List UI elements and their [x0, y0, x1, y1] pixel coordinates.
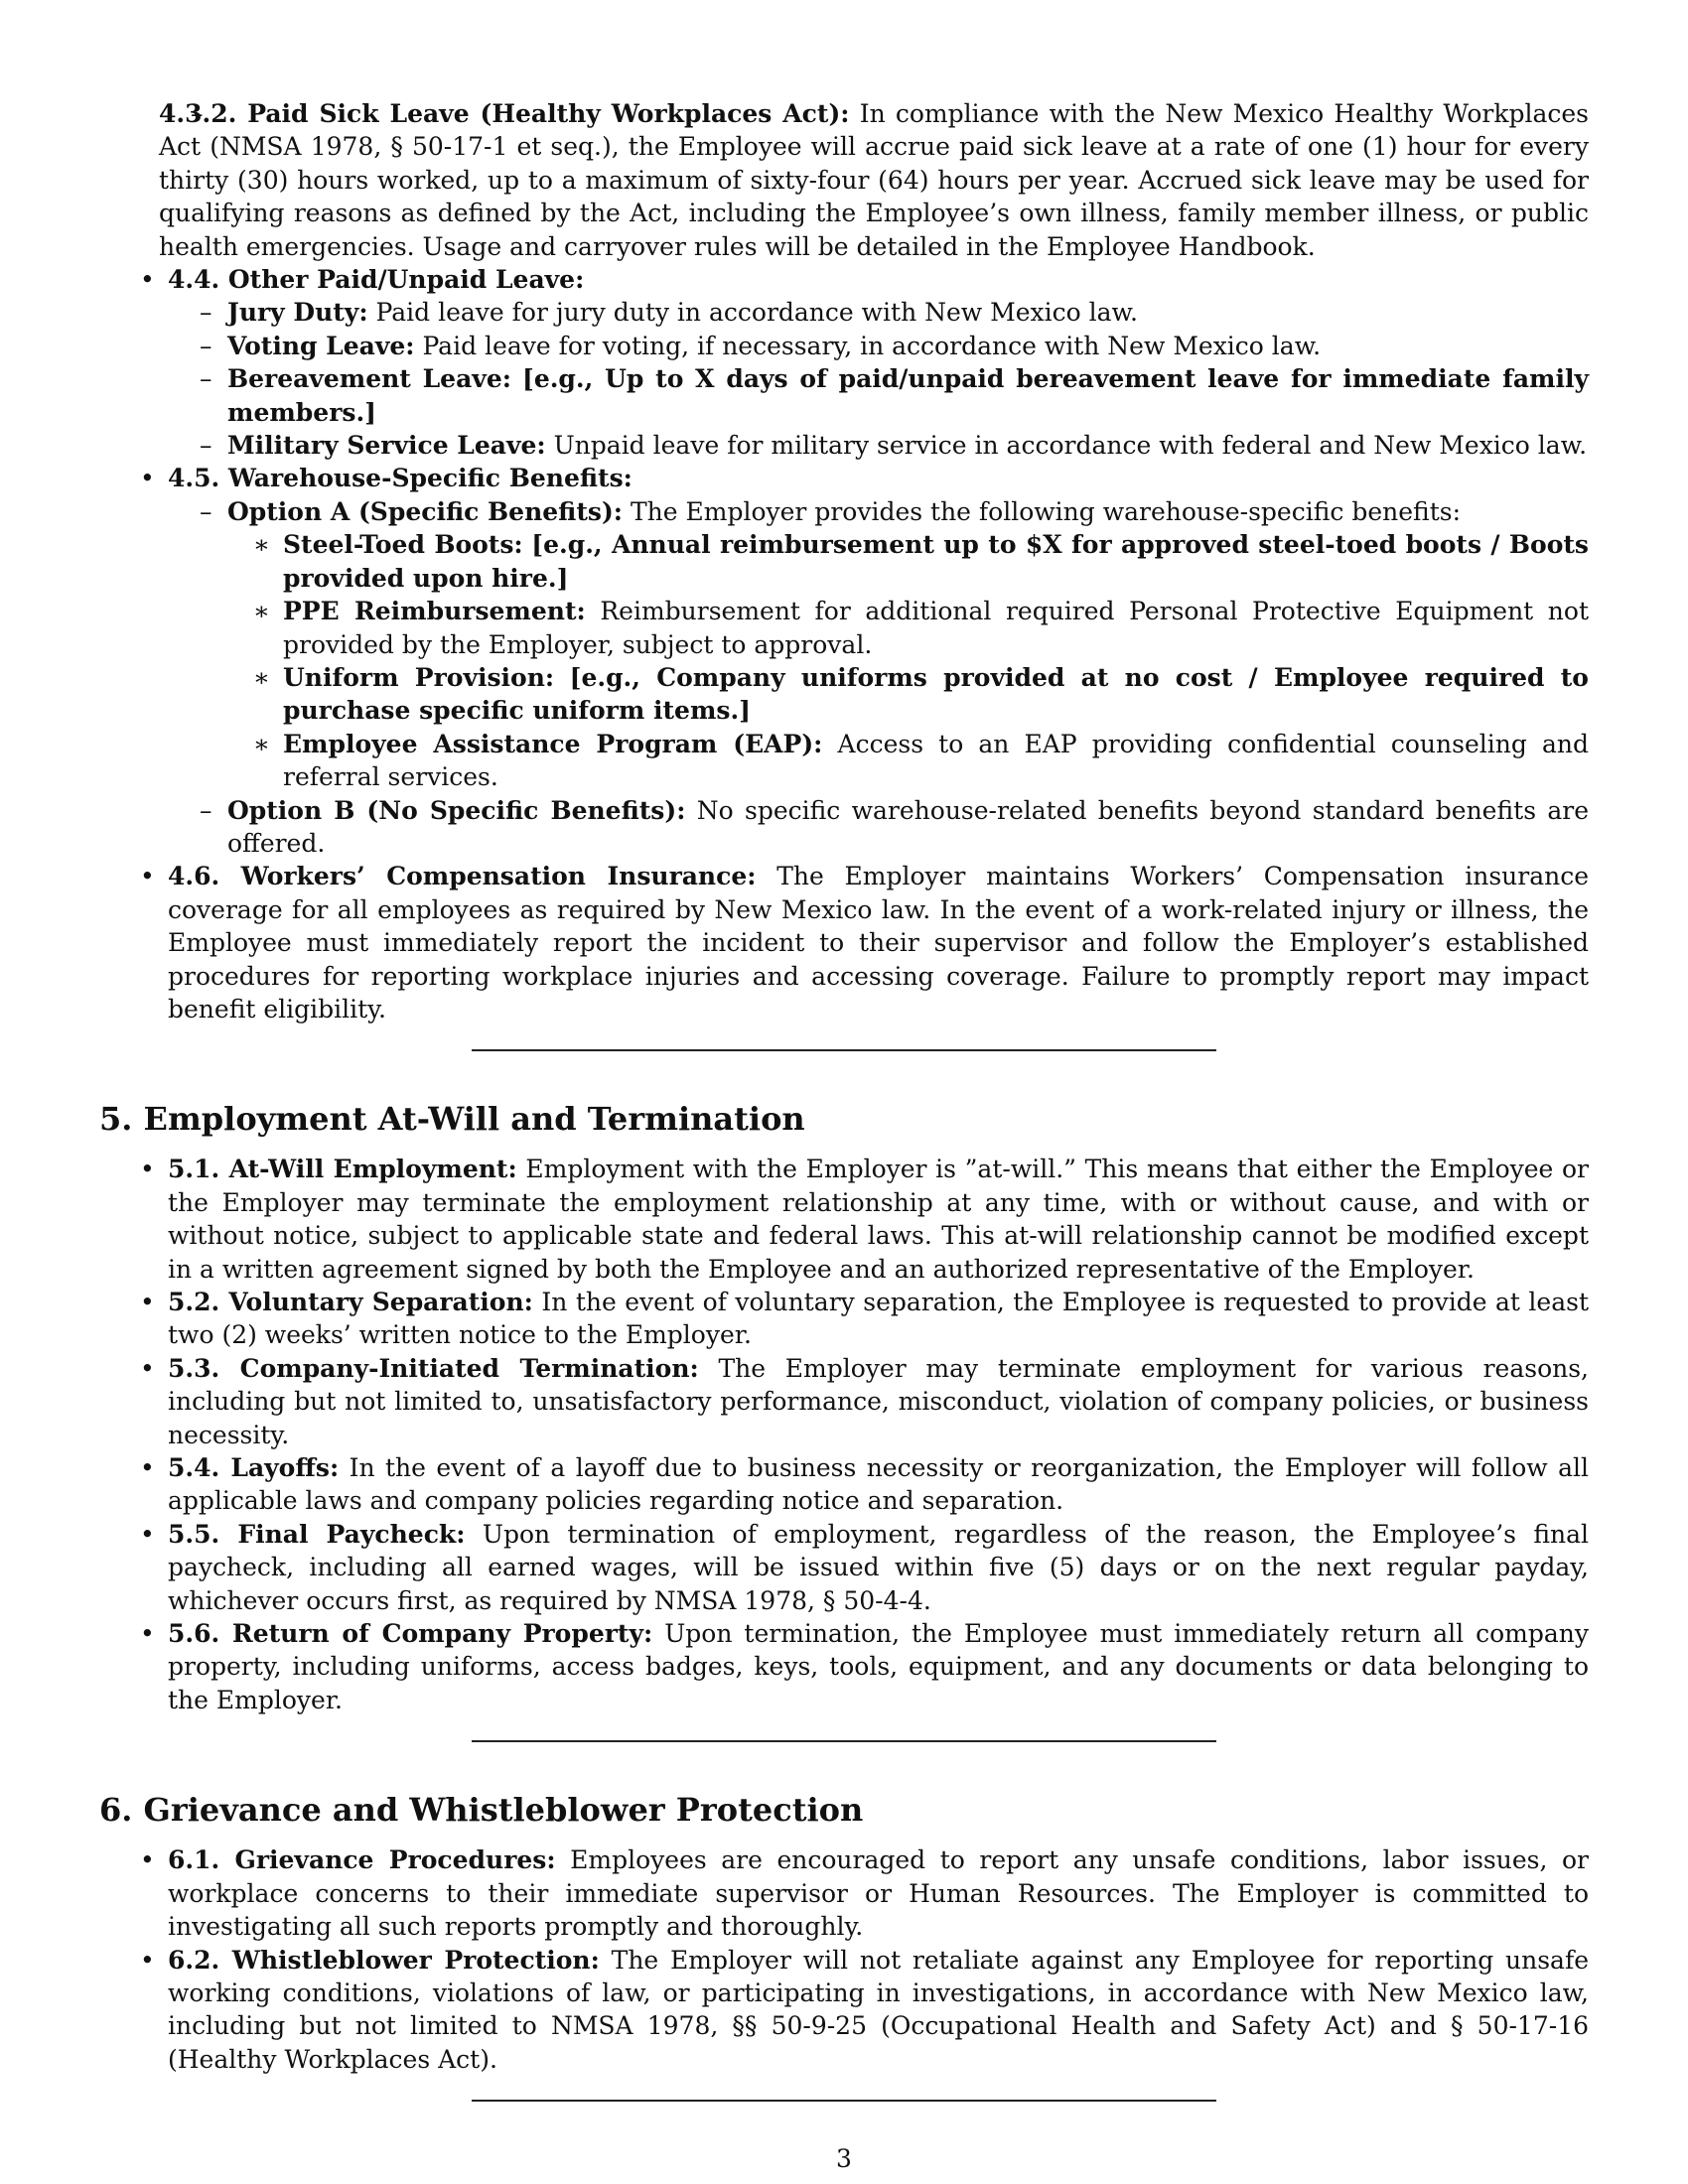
- item-text: The Employer may terminate employment for various reasons, including but not limited to, unsatisfactory performance, misconduct, violation of company policies, or business necessity.: [168, 1353, 1590, 1449]
- list-item: [168, 362, 1589, 429]
- item-label: Jury Duty:: [227, 298, 368, 328]
- list-item: [99, 1518, 1589, 1617]
- list-item: [99, 1153, 1589, 1286]
- section-5-list: [99, 1153, 1589, 1716]
- list-item: [99, 1843, 1589, 1943]
- item-label: 4.3.2. Paid Sick Leave (Healthy Workplaces Act):: [159, 99, 850, 128]
- list-item-4-3-2: [159, 97, 1589, 263]
- item-text: [e.g., Up to X days of paid/unpaid bereavement leave for immediate family members.]: [227, 364, 1589, 427]
- item-label: Steel-Toed Boots:: [283, 530, 523, 560]
- item-text: The Employer maintains Workers’ Compensation insurance coverage for all employees as required by New Mexico law. In the event of a work-related injury or illness, the Employee must immediately report the incident to their supervisor and follow the Employer’s established procedures for reporting workplace injuries and accessing coverage. Failure to promptly report may impact benefit eligibility.: [168, 862, 1589, 1024]
- item-text: Upon termination of employment, regardless of the reason, the Employee’s final paycheck, including all earned wages, will be issued within five (5) days or on the next regular payday, whichever occurs first, as required by NMSA 1978, § 50-4-4.: [168, 1519, 1590, 1615]
- list-item: [227, 595, 1589, 661]
- section-divider: [472, 2100, 1216, 2102]
- list-item: [99, 1617, 1589, 1716]
- warehouse-benefits-options: [168, 495, 1589, 860]
- list-item: [99, 1286, 1589, 1352]
- item-label: 4.6. Workers’ Compensation Insurance:: [168, 862, 757, 891]
- item-text: The Employer will not retaliate against any Employee for reporting unsafe working conditions, violations of law, or participating in investigations, in accordance with New Mexico law, including but not limited to NMSA 1978, §§ 50-9-25 (Occupational Health and Safety Act) and § 50-17-16 (Healthy Workplaces Act).: [168, 1945, 1590, 2074]
- item-label: 5.5. Final Paycheck:: [168, 1519, 466, 1549]
- list-item: [168, 429, 1589, 462]
- item-text: Upon termination, the Employee must immediately return all company property, including uniforms, access badges, keys, tools, equipment, and any documents or data belonging to the Employer.: [168, 1619, 1589, 1714]
- item-text: Employees are encouraged to report any unsafe conditions, labor issues, or workplace concerns to their immediate supervisor or Human Resources. The Employer is committed to investigating all such reports promptly and thoroughly.: [168, 1845, 1589, 1942]
- item-label: 5.6. Return of Company Property:: [168, 1619, 653, 1649]
- item-label: PPE Reimbursement:: [283, 597, 586, 626]
- item-text: In the event of a layoff due to business necessity or reorganization, the Employer will follow all applicable laws and company policies regarding notice and separation.: [168, 1453, 1589, 1516]
- item-text: Paid leave for voting, if necessary, in accordance with New Mexico law.: [422, 331, 1322, 360]
- item-label: 5.1. At-Will Employment:: [168, 1155, 517, 1184]
- other-leave-list: [168, 296, 1589, 462]
- section-divider: [472, 1049, 1216, 1051]
- leave-continuation-list: [99, 97, 1589, 263]
- list-item: [168, 330, 1589, 362]
- list-item: [227, 661, 1589, 728]
- list-item-4-5: [99, 462, 1589, 860]
- item-text: Unpaid leave for military service in accordance with federal and New Mexico law.: [553, 431, 1588, 461]
- document-body: [99, 97, 1589, 2102]
- list-item: [227, 728, 1589, 794]
- item-label: Uniform Provision:: [283, 662, 555, 692]
- item-text: [e.g., Company uniforms provided at no cost / Employee required to purchase specific uniform items.]: [283, 662, 1589, 726]
- section-6-list: [99, 1843, 1589, 2076]
- list-item: [99, 1352, 1589, 1451]
- option-a: [168, 495, 1589, 794]
- list-item-4-4: [99, 263, 1589, 462]
- item-label: Bereavement Leave:: [227, 364, 511, 394]
- item-text: In compliance with the New Mexico Healthy Workplaces Act (NMSA 1978, § 50-17-1 et seq.), the Employee will accrue paid sick leave at a rate of one (1) hour for every thirty (30) hours worked, up to a maximum of sixty-four (64) hours per year. Accrued sick leave may be used for qualifying reasons as defined by the Act, including the Employee’s own illness, family member illness, or public health emergencies. Usage and carryover rules will be detailed in the Employee Handbook.: [159, 99, 1589, 261]
- item-text: Paid leave for jury duty in accordance with New Mexico law.: [375, 298, 1138, 328]
- item-text: No specific warehouse-related benefits beyond standard benefits are offered.: [227, 795, 1589, 858]
- section-divider: [472, 1740, 1216, 1742]
- list-item: [168, 296, 1589, 329]
- item-text: Employment with the Employer is ”at-will.” This means that either the Employee or the Employer may terminate the employment relationship at any time, with or without cause, and with or without notice, subject to applicable state and federal laws. This at-will relationship cannot be modified except in a written agreement signed by both the Employee and an authorized representative of the Employer.: [168, 1155, 1589, 1284]
- option-b: [168, 794, 1589, 861]
- item-text: In the event of voluntary separation, the Employee is requested to provide at least two (2) weeks’ written notice to the Employer.: [168, 1288, 1590, 1350]
- item-label: Military Service Leave:: [227, 431, 546, 461]
- item-text: Reimbursement for additional required Personal Protective Equipment not provided by the Employer, subject to approval.: [283, 597, 1590, 659]
- item-label: 4.4. Other Paid/Unpaid Leave:: [168, 265, 585, 295]
- item-label: 5.4. Layoffs:: [168, 1453, 340, 1483]
- item-label: Voting Leave:: [227, 331, 415, 360]
- list-item: [99, 1451, 1589, 1518]
- item-label: Option B (No Specific Benefits):: [227, 795, 686, 825]
- item-label: Option A (Specific Benefits):: [227, 496, 624, 526]
- option-a-benefits: [227, 528, 1589, 793]
- leave-sections-list: [99, 263, 1589, 1025]
- section-6-heading: 6. Grievance and Whistleblower Protection: [99, 1791, 864, 1830]
- item-label: 4.5. Warehouse-Specific Benefits:: [168, 464, 633, 493]
- item-text: [e.g., Annual reimbursement up to $X for approved steel-toed boots / Boots provided upon hire.]: [283, 530, 1590, 593]
- item-text: The Employer provides the following warehouse-specific benefits:: [630, 496, 1461, 526]
- section-5-heading: 5. Employment At-Will and Termination: [99, 1100, 805, 1139]
- list-item: [99, 1944, 1589, 2077]
- list-item: [227, 528, 1589, 595]
- item-label: 5.2. Voluntary Separation:: [168, 1288, 533, 1316]
- list-item-4-6: [99, 860, 1589, 1025]
- item-label: 6.1. Grievance Procedures:: [168, 1845, 556, 1875]
- item-label: Employee Assistance Program (EAP):: [283, 729, 823, 758]
- item-text: Access to an EAP providing confidential counseling and referral services.: [283, 729, 1589, 792]
- page-number: 3: [836, 2144, 852, 2173]
- item-label: 6.2. Whistleblower Protection:: [168, 1945, 600, 1975]
- item-label: 5.3. Company-Initiated Termination:: [168, 1353, 699, 1383]
